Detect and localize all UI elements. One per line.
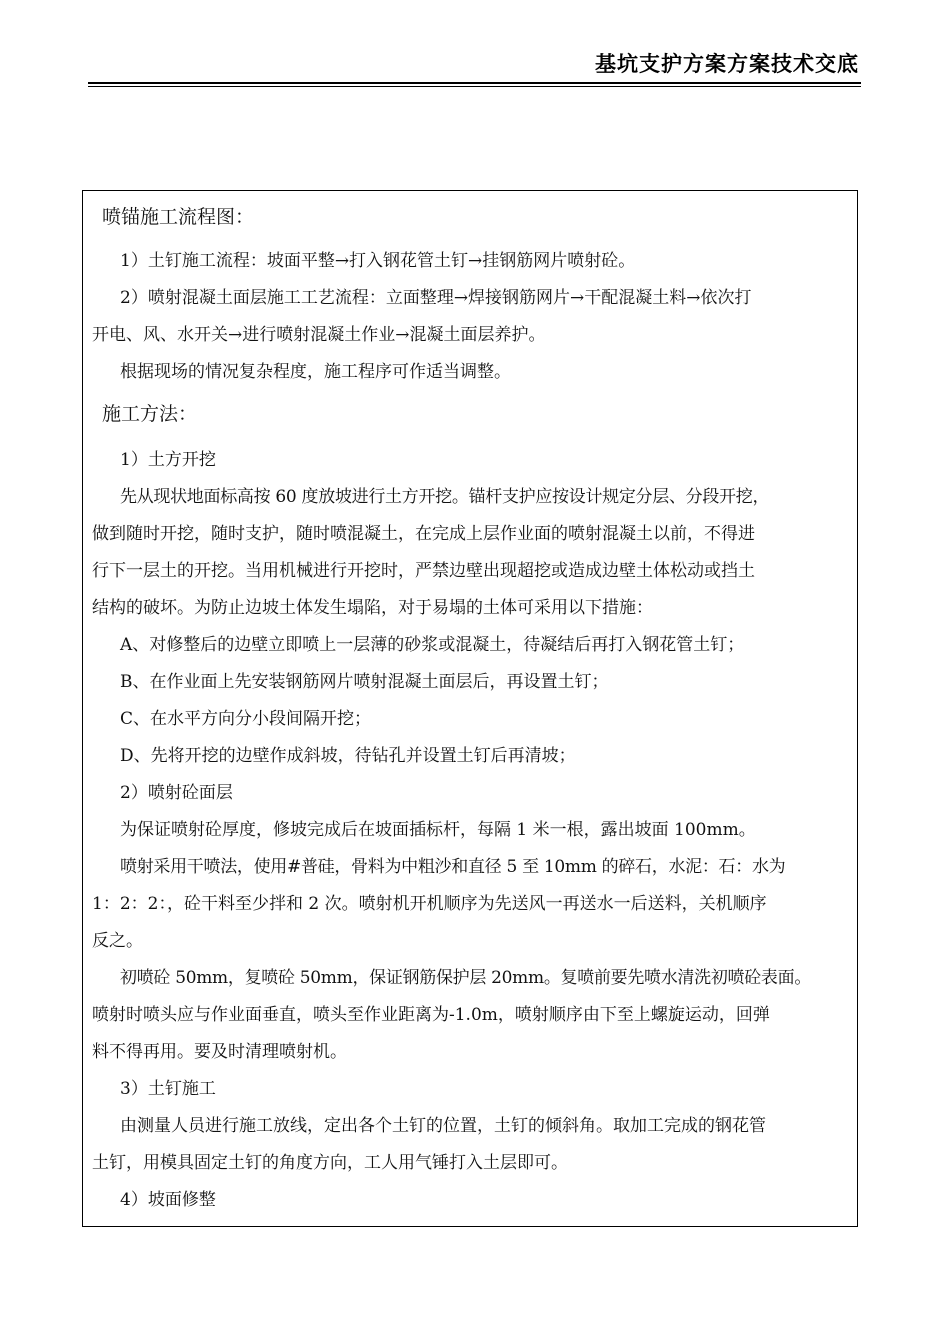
flow-line-2a: 2）喷射混凝土面层施工工艺流程：立面整理→焊接钢筋网片→干配混凝土料→依次打	[120, 288, 752, 308]
method-section	[92, 442, 850, 1219]
s3-title: 3）土钉施工	[120, 1079, 216, 1099]
s2-para-2-line-2: 1：2：2：，砼干料至少拌和 2 次。喷射机开机顺序为先送风一再送水一后送料，关机顺序	[92, 894, 767, 914]
method-heading: 施工方法：	[102, 403, 198, 425]
s3-para-line-2: 土钉，用模具固定土钉的角度方向，工人用气锤打入土层即可。	[92, 1153, 568, 1173]
s1-measure-a: A、对修整后的边壁立即喷上一层薄的砂浆或混凝土，待凝结后再打入钢花管土钉；	[120, 635, 745, 655]
s1-para-line-1: 先从现状地面标高按 60 度放坡进行土方开挖。锚杆支护应按设计规定分层、分段开挖，	[120, 487, 770, 507]
s1-para-line-4: 结构的破坏。为防止边坡土体发生塌陷，对于易塌的土体可采用以下措施：	[92, 598, 653, 618]
s1-para-line-2: 做到随时开挖，随时支护，随时喷混凝土，在完成上层作业面的喷射混凝土以前，不得进	[92, 524, 755, 544]
s1-title: 1）土方开挖	[120, 450, 216, 470]
s4-title: 4）坡面修整	[120, 1190, 216, 1210]
flow-heading: 喷锚施工流程图：	[102, 206, 255, 228]
s2-title: 2）喷射砼面层	[120, 783, 233, 803]
s2-para-3-line-3: 料不得再用。要及时清理喷射机。	[92, 1042, 347, 1062]
header-rule-thick	[88, 82, 861, 84]
s2-para-1: 为保证喷射砼厚度，修坡完成后在坡面插标杆，每隔 1 米一根，露出坡面 100mm。	[120, 820, 756, 840]
s1-measure-d: D、先将开挖的边壁作成斜坡，待钻孔并设置土钉后再清坡；	[120, 746, 576, 766]
s2-para-3-line-1: 初喷砼 50mm，复喷砼 50mm，保证钢筋保护层 20mm。复喷前要先喷水清洗初喷砼表面。	[120, 968, 812, 988]
s3-para-line-1: 由测量人员进行施工放线，定出各个土钉的位置，土钉的倾斜角。取加工完成的钢花管	[120, 1116, 766, 1136]
document-header-title: 基坑支护方案方案技术交底	[595, 52, 859, 76]
flow-line-1: 1）土钉施工流程：坡面平整→打入钢花管土钉→挂钢筋网片喷射砼。	[120, 251, 636, 271]
flow-section	[92, 243, 850, 391]
header-rule-thin	[88, 86, 861, 87]
s2-para-2-line-1: 喷射采用干喷法，使用#普硅，骨料为中粗沙和直径 5 至 10mm 的碎石，水泥：石：水为	[120, 857, 786, 877]
s1-measure-b: B、在作业面上先安装钢筋网片喷射混凝土面层后，再设置土钉；	[120, 672, 609, 692]
s1-para-line-3: 行下一层土的开挖。当用机械进行开挖时，严禁边壁出现超挖或造成边壁土体松动或挡土	[92, 561, 755, 581]
flow-line-3: 根据现场的情况复杂程度，施工程序可作适当调整。	[120, 362, 511, 382]
s2-para-2-line-3: 反之。	[92, 931, 143, 951]
s1-measure-c: C、在水平方向分小段间隔开挖；	[120, 709, 372, 729]
s2-para-3-line-2: 喷射时喷头应与作业面垂直，喷头至作业距离为-1.0m，喷射顺序由下至上螺旋运动，回弹	[92, 1005, 770, 1025]
flow-line-2b: 开电、风、水开关→进行喷射混凝土作业→混凝土面层养护。	[92, 325, 546, 345]
